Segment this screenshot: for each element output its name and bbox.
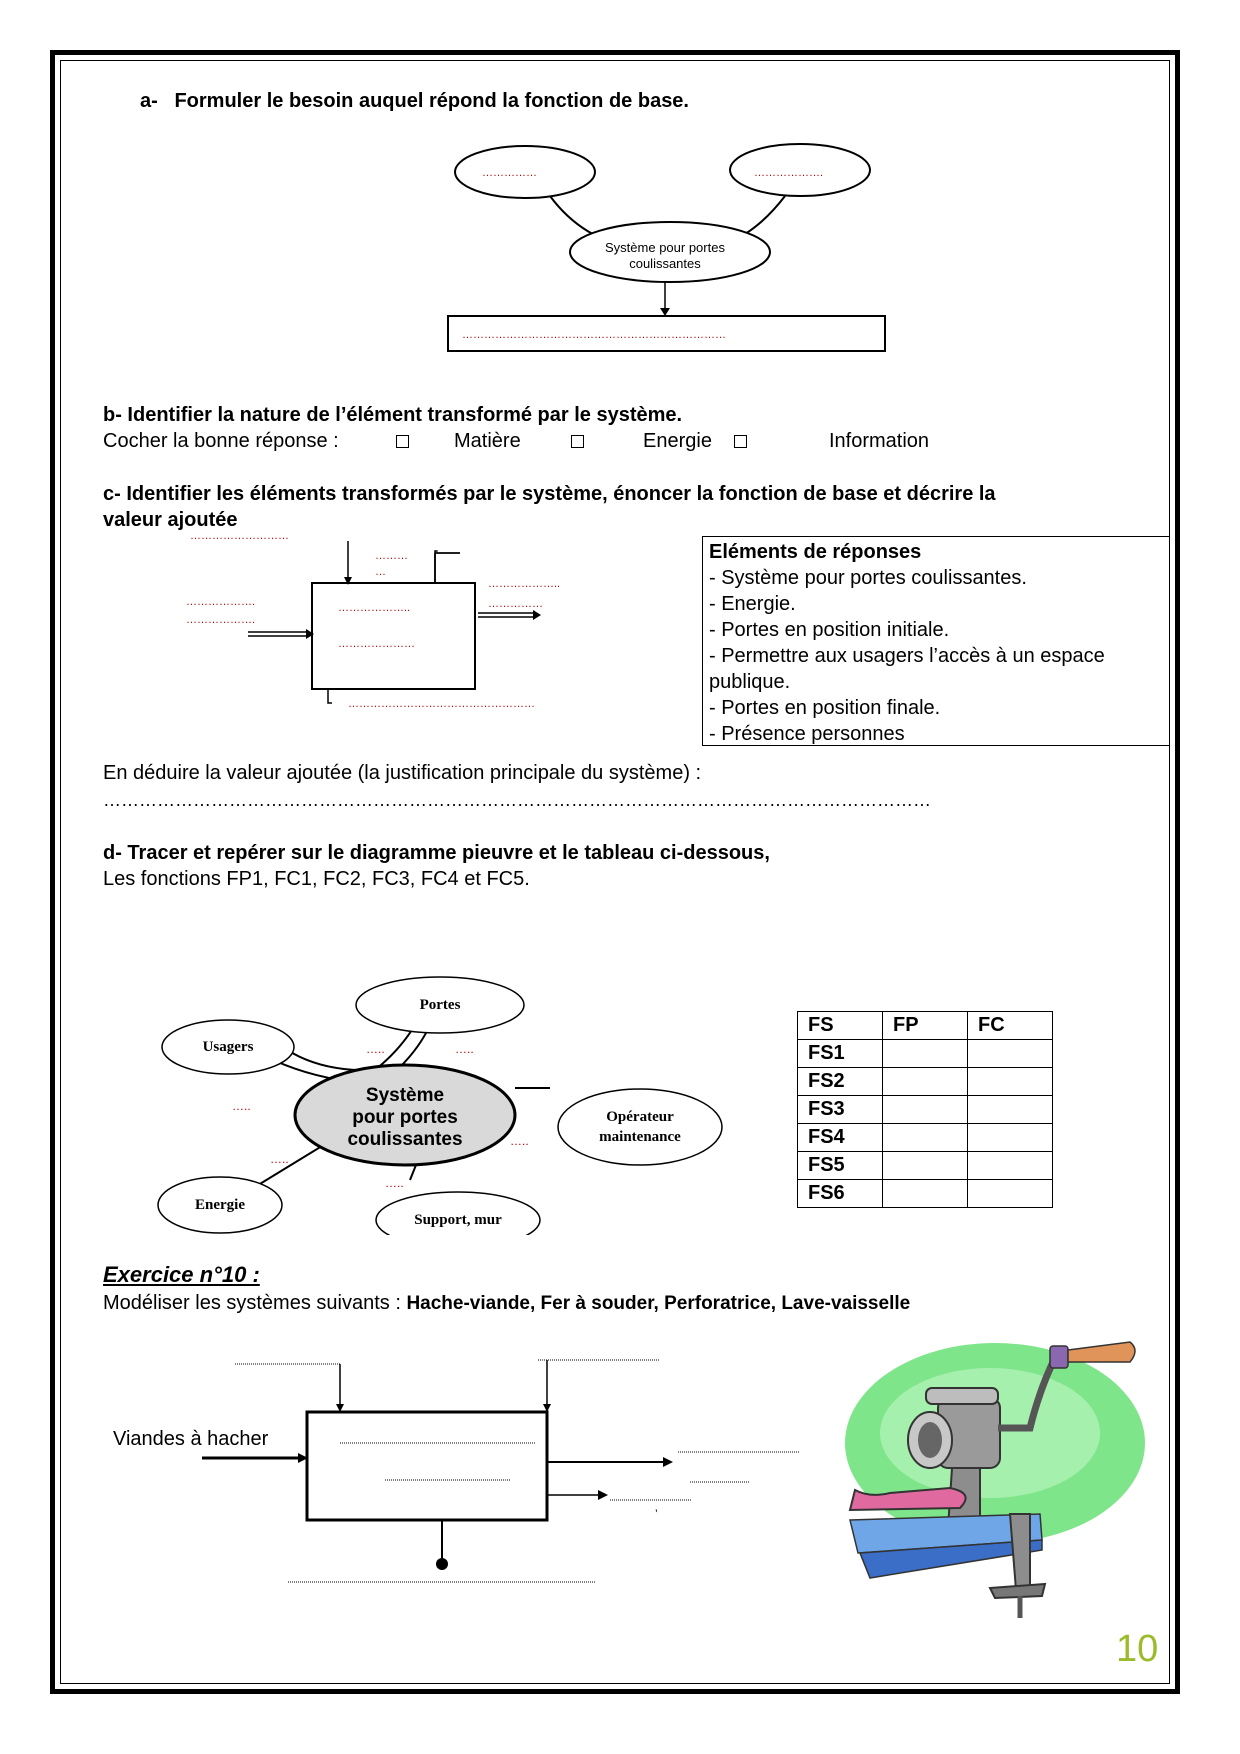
pieuvre-diagram xyxy=(150,975,740,1235)
svg-text:Support, mur: Support, mur xyxy=(414,1212,502,1228)
question-d-text: Les fonctions FP1, FC1, FC2, FC3, FC4 et FC5. xyxy=(103,868,530,890)
question-d-title: d- Tracer et repérer sur le diagramme pieuvre et le tableau ci-dessous, xyxy=(103,842,770,864)
dots-output-2: …………… xyxy=(488,598,543,610)
svg-text:Système: Système xyxy=(365,1085,445,1106)
question-b-prompt: Cocher la bonne réponse : xyxy=(103,430,339,452)
actigram-hache-viande xyxy=(110,1350,810,1590)
question-c-title-1: c- Identifier les éléments transformés par le système, énoncer la fonction de base et décrire la xyxy=(103,483,996,505)
ellipse-right-dots: ………………. xyxy=(754,167,824,179)
svg-text:…..: ….. xyxy=(510,1134,529,1148)
actigram-box xyxy=(312,583,475,689)
input-label-viandes: Viandes à hacher xyxy=(113,1428,269,1450)
actigram-box-2 xyxy=(307,1412,547,1520)
response-item: - Système pour portes coulissantes. xyxy=(709,567,1027,589)
system-label-1: Système pour portes xyxy=(605,240,725,255)
need-box-dots: ……………………………………………………………… xyxy=(462,329,726,341)
functions-table xyxy=(797,1011,1053,1208)
exercise-10-text: Modéliser les systèmes suivants : Hache-viande, Fer à souder, Perforatrice, Lave-vaisselle xyxy=(103,1292,911,1314)
svg-text:coulissantes: coulissantes xyxy=(347,1129,463,1150)
response-elements-box xyxy=(702,536,1170,746)
deduce-label: En déduire la valeur ajoutée (la justification principale du système) : xyxy=(103,762,702,784)
svg-text:…..: ….. xyxy=(385,1176,404,1190)
dots-box-2: ………………… xyxy=(338,638,415,650)
response-item: publique. xyxy=(709,671,791,693)
option-matiere: Matière xyxy=(454,430,521,452)
svg-text:Portes: Portes xyxy=(419,997,461,1013)
option-information: Information xyxy=(829,430,930,452)
actigram-c xyxy=(180,525,600,715)
ellipse-left-dots: …………… xyxy=(482,167,537,179)
question-c-title-2: valeur ajoutée xyxy=(103,509,238,531)
node-operateur xyxy=(558,1089,722,1165)
table-row: FS3 xyxy=(798,1096,1053,1124)
option-energie: Energie xyxy=(643,430,712,452)
exercise-10-title: Exercice n°10 : xyxy=(103,1262,260,1287)
response-item: - Portes en position initiale. xyxy=(709,619,950,641)
bete-a-corne-diagram xyxy=(440,140,900,360)
deduce-dots: ………………………………………………………………………………………………………………………… xyxy=(103,790,931,810)
arrow-down xyxy=(660,308,670,316)
svg-text:…..: ….. xyxy=(455,1042,474,1056)
responses-title: Eléments de réponses xyxy=(709,541,922,563)
dots-input-2: ………………. xyxy=(186,614,256,626)
dots-bottom: …………………………………………… xyxy=(348,698,535,710)
response-item: - Portes en position finale. xyxy=(709,697,941,719)
question-a-title: a- Formuler le besoin auquel répond la fonction de base. xyxy=(140,90,689,112)
svg-text:Opérateur: Opérateur xyxy=(606,1109,674,1125)
question-b-title: b- Identifier la nature de l’élément transformé par le système. xyxy=(103,404,683,426)
table-header-fs: FS xyxy=(798,1012,883,1040)
system-label-2: coulissantes xyxy=(629,256,701,271)
meat-grinder-illustration xyxy=(830,1328,1170,1628)
svg-text:…..: ….. xyxy=(232,1099,251,1113)
checkbox-information[interactable] xyxy=(734,435,747,448)
checkbox-matiere[interactable] xyxy=(396,435,409,448)
response-item: - Présence personnes xyxy=(709,723,905,745)
svg-text:Energie: Energie xyxy=(195,1197,245,1213)
svg-text:…..: ….. xyxy=(366,1042,385,1056)
svg-text:pour portes: pour portes xyxy=(352,1107,458,1128)
dots-output-1: ……………….. xyxy=(488,578,561,590)
table-header-fp: FP xyxy=(883,1012,968,1040)
table-row: FS5 xyxy=(798,1152,1053,1180)
dots-input-1: ………………. xyxy=(186,596,256,608)
table-row: FS4 xyxy=(798,1124,1053,1152)
table-row: FS2 xyxy=(798,1068,1053,1096)
table-row: FS1 xyxy=(798,1040,1053,1068)
dots-box-1: ……………….. xyxy=(338,602,411,614)
page-number: 10 xyxy=(1116,1628,1159,1670)
table-row: FS6 xyxy=(798,1180,1053,1208)
svg-text:’: ’ xyxy=(655,1507,658,1521)
response-item: - Permettre aux usagers l’accès à un espace xyxy=(709,645,1105,667)
svg-text:…..: ….. xyxy=(270,1152,289,1166)
checkbox-energie[interactable] xyxy=(571,435,584,448)
table-header-fc: FC xyxy=(968,1012,1053,1040)
svg-text:maintenance: maintenance xyxy=(599,1129,681,1145)
response-item: - Energie. xyxy=(709,593,796,615)
svg-text:Usagers: Usagers xyxy=(202,1039,254,1055)
dots-top-right-2: … xyxy=(375,566,386,578)
dots-top-right: ……… xyxy=(375,550,408,562)
dots-top-left: ……………………… xyxy=(190,530,289,542)
